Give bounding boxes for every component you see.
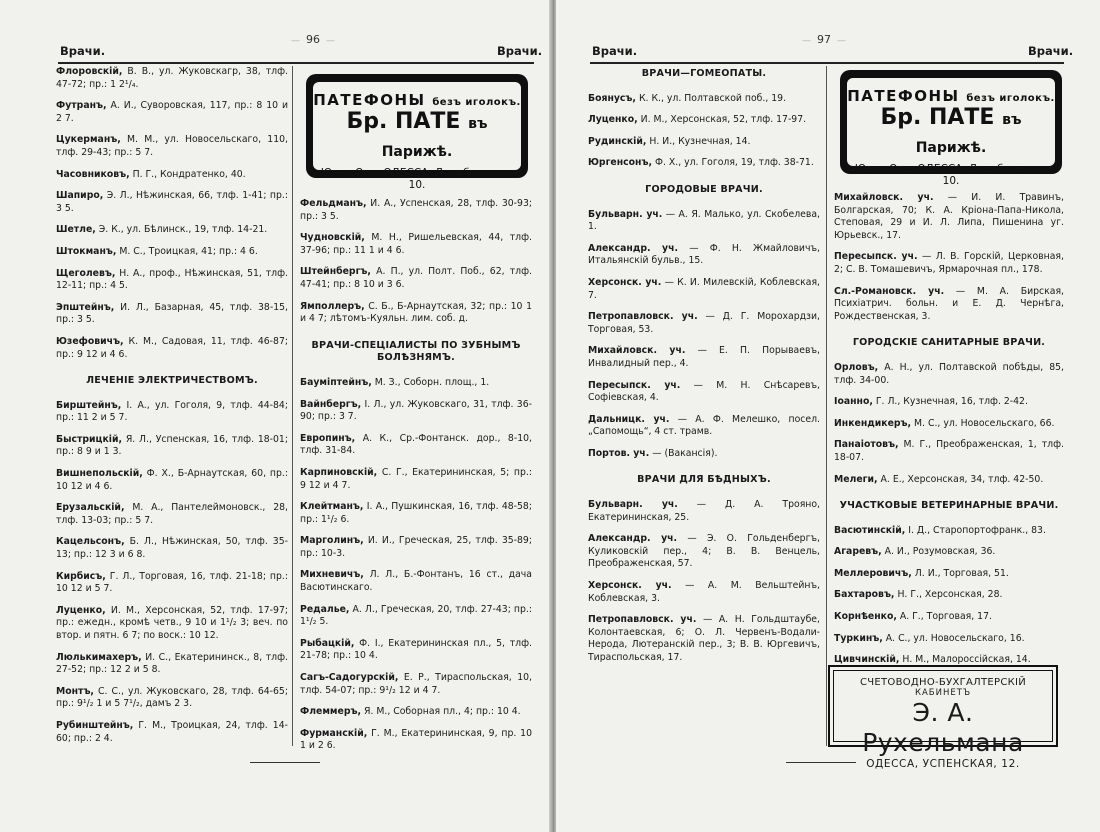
- entry-name: Юзефовичъ,: [56, 335, 124, 347]
- entry-details: Э. Л., Нѣжинская, 66, тлф. 1-41; пр.: 3 5.: [56, 190, 288, 214]
- entry-details: Н. А., проф., Нѣжинская, 51, тлф. 12-11; пр.: 4 5.: [56, 267, 288, 292]
- entry-name: Орловъ,: [834, 361, 879, 373]
- ad-line2-small: въ Парижѣ.: [915, 112, 1022, 156]
- ad-line3: Южн. Отд. ОДЕССА, Дерибасовск., 10.: [320, 167, 514, 191]
- running-header-right: Врачи.: [1028, 44, 1074, 58]
- directory-entry: [834, 192, 1064, 242]
- page-number: — 96 —: [285, 33, 341, 46]
- entry-name: Іоанно,: [834, 396, 873, 408]
- entry-details: А. И., Суворовская, 117, пр.: 8 10 и 2 7.: [56, 100, 288, 124]
- directory-entry: [56, 336, 288, 361]
- entry-name: Марголинъ,: [300, 535, 364, 547]
- entry-name: Вайнбергъ,: [300, 398, 362, 410]
- entry-name: Часовниковъ,: [56, 168, 130, 180]
- entry-details: М. С., ул. Новосельскаго, 66.: [914, 417, 1055, 429]
- right-page: [556, 0, 1100, 832]
- directory-entry: [56, 686, 288, 711]
- directory-entry: [56, 246, 288, 259]
- entry-details: — А. Я. Малько, ул. Скобелева, 1.: [588, 208, 820, 233]
- entry-name: Эпштейнъ,: [56, 301, 115, 313]
- directory-entry: [834, 474, 1064, 487]
- pathe-advertisement: [306, 74, 528, 191]
- entry-details: Г. М., Троицкая, 24, тлф. 14-60; пр.: 2 4.: [56, 719, 288, 744]
- directory-entry: [56, 268, 288, 293]
- entry-details: Я. Л., Успенская, 16, тлф. 18-01; пр.: 8 9 и 1 3.: [56, 433, 288, 458]
- entry-name: Агаревъ,: [834, 546, 882, 558]
- entry-name: Бирштейнъ,: [56, 399, 122, 411]
- directory-entry: [56, 224, 288, 237]
- directory-entry: [56, 134, 288, 159]
- directory-entry: [56, 652, 288, 677]
- page-number: — 97 —: [796, 33, 852, 46]
- entry-details: М. Н., Ришельевская, 44, тлф. 37-96; пр.: 11 1 и 4 6.: [300, 232, 532, 256]
- entry-details: А. К., Ср.-Фонтанск. дор., 8-10, тлф. 31-84.: [300, 432, 532, 457]
- entry-details: И. С., Екатерининск., 8, тлф. 27-52; пр.: 12 2 и 5 8.: [56, 651, 288, 676]
- entry-name: Щеголевъ,: [56, 267, 116, 279]
- entry-details: Л. И., Торговая, 51.: [914, 567, 1009, 579]
- directory-entry: [588, 277, 820, 302]
- entry-details: Н. Г., Херсонская, 28.: [897, 589, 1003, 601]
- section-heading: ВРАЧИ-СПЕЦІАЛИСТЫ ПО ЗУБНЫМЪ БОЛѢЗНЯМЪ.: [311, 339, 521, 364]
- entry-name: Чудновскій,: [300, 232, 365, 244]
- entry-details: — Ф. Н. Жмайловичъ, Итальянскій бульв., 15.: [588, 242, 820, 267]
- entry-name: Васютинскій,: [834, 524, 906, 536]
- ad-line2-big: Бр. ПАТЕ: [880, 105, 995, 130]
- entry-details: І. А., ул. Гоголя, 9, тлф. 44-84; пр.: 11 2 и 5 7.: [56, 399, 288, 424]
- entry-name: Портов. уч.: [588, 447, 650, 459]
- entry-name: Ерузальскій,: [56, 502, 125, 514]
- section-heading: ВРАЧИ ДЛЯ БѢДНЫХЪ.: [637, 474, 771, 486]
- entry-name: Бульварн. уч.: [588, 208, 663, 220]
- entry-details: И. Л., Базарная, 45, тлф. 38-15, пр.: 3 5.: [56, 301, 288, 326]
- entry-details: Н. И., Кузнечная, 14.: [649, 135, 751, 147]
- directory-entry: [56, 66, 288, 91]
- entry-name: Александр. уч.: [588, 533, 678, 545]
- entry-name: Бахтаровъ,: [834, 589, 895, 601]
- section-heading: ГОРОДСКІЕ САНИТАРНЫЕ ВРАЧИ.: [852, 337, 1046, 349]
- directory-entry: [56, 605, 288, 643]
- entry-name: Луценко,: [56, 604, 106, 616]
- directory-entry: [300, 501, 532, 526]
- section-heading: ГОРОДОВЫЕ ВРАЧИ.: [645, 183, 763, 195]
- directory-entry: [834, 286, 1064, 324]
- entry-details: І. А., Пушкинская, 16, тлф. 48-58; пр.: 1¹/₂ 6.: [300, 501, 532, 525]
- entry-name: Флоровскій,: [56, 66, 123, 77]
- entry-name: Быстрицкій,: [56, 433, 122, 445]
- entry-details: — (Вакансія).: [652, 447, 718, 459]
- header-rule: [590, 62, 1064, 64]
- directory-entry: [834, 525, 1064, 538]
- ad-line1-big: ПАТЕФОНЫ: [847, 87, 960, 105]
- entry-details: — Д. А. Трояно, Екатерининская, 25.: [588, 499, 821, 523]
- entry-name: Михайловск. уч.: [588, 345, 686, 357]
- entry-details: — Э. О. Гольденбергъ, Куликовскій пер., 4; В. В. Венцель, Преображенская, 57.: [588, 533, 820, 570]
- entry-name: Панаіотовъ,: [834, 439, 899, 451]
- left-column-2: [300, 198, 532, 762]
- ad-line1-small: безъ иголокъ.: [966, 93, 1055, 104]
- entry-details: Н. М., Малороссійская, 14.: [902, 654, 1031, 666]
- directory-entry: [300, 377, 532, 390]
- directory-entry: [834, 362, 1064, 387]
- entry-details: Г. Л., Кузнечная, 16, тлф. 2-42.: [875, 396, 1028, 408]
- entry-details: И. И., Греческая, 25, тлф. 35-89; пр.: 10-3.: [300, 535, 532, 559]
- entry-name: Карпиновскій,: [300, 466, 378, 478]
- entry-name: Корнѣенко,: [834, 611, 897, 623]
- entry-name: Штокманъ,: [56, 245, 117, 257]
- entry-name: Луценко,: [588, 114, 638, 126]
- directory-entry: [834, 611, 1064, 624]
- entry-name: Херсонск. уч.: [588, 580, 672, 592]
- entry-name: Сл.-Романовск. уч.: [834, 285, 945, 297]
- ad-line1-big: ПАТЕФОНЫ: [313, 91, 426, 109]
- directory-entry: [56, 571, 288, 596]
- section-heading: УЧАСТКОВЫЕ ВЕТЕРИНАРНЫЕ ВРАЧИ.: [839, 500, 1059, 512]
- entry-name: Монтъ,: [56, 685, 94, 697]
- directory-entry: [56, 400, 288, 425]
- directory-entry: [300, 672, 532, 697]
- entry-details: — А. Н. Гольдштаубе, Колонтаевская, 6; О. Л. Червенъ-Водали-Нерода, Лютеранскій пер., 3; В. В. Юргевичъ, Тираспольская, 17.: [588, 614, 820, 663]
- section-heading: ВРАЧИ—ГОМЕОПАТЫ.: [641, 68, 767, 79]
- entry-name: Кацельсонъ,: [56, 536, 125, 548]
- entry-name: Вишнепольскій,: [56, 468, 143, 480]
- entry-name: Редалье,: [300, 603, 350, 615]
- ad-line2-small: въ Парижѣ.: [381, 116, 488, 160]
- directory-entry: [834, 589, 1064, 602]
- entry-details: А. Н., ул. Полтавской побѣды, 85, тлф. 34-00.: [834, 361, 1064, 386]
- entry-name: Бульварн. уч.: [588, 499, 678, 511]
- entry-name: Михневичъ,: [300, 569, 364, 581]
- directory-entry: [588, 311, 820, 336]
- entry-details: С. Г., Екатерининская, 5; пр.: 9 12 и 4 7.: [300, 466, 532, 491]
- directory-entry: [56, 468, 288, 493]
- directory-entry: [834, 418, 1064, 431]
- entry-details: В. В., ул. Жуковскагр, 38, тлф. 47-72; пр.: 1 2¹/₄.: [56, 66, 288, 90]
- entry-name: Рудинскій,: [588, 135, 647, 147]
- ad-line1-small: безъ иголокъ.: [432, 97, 521, 108]
- entry-name: Футранъ,: [56, 100, 107, 112]
- directory-entry: [300, 467, 532, 492]
- directory-entry: [300, 399, 532, 424]
- entry-details: П. Г., Кондратенко, 40.: [132, 168, 246, 180]
- entry-details: М. А., Пантелеймоновск., 28, тлф. 13-03; пр.: 5 7.: [56, 502, 288, 526]
- ad2-line1: СЧЕТОВОДНО-БУХГАЛТЕРСКІЙ: [859, 677, 1027, 688]
- entry-details: И. М., Херсонская, 52, тлф. 17-97; пр.: ежедн., кромѣ четв., 9 10 и 1¹/₂ 3; веч. по втор. и пятн. 6 7; по воск.: 10 12.: [56, 604, 288, 641]
- entry-details: — М. Н. Снѣсаревъ, Софіевская, 4.: [588, 379, 820, 404]
- header-rule: [58, 62, 534, 64]
- column-divider: [826, 66, 827, 746]
- right-column-2: [834, 192, 1064, 676]
- entry-details: Г. М., Екатерининская, 9, пр. 10 1 и 2 6.: [300, 727, 532, 752]
- entry-name: Клейтманъ,: [300, 501, 364, 513]
- entry-details: Л. Л., Б.-Фонтанъ, 16 ст., дача Васютинскаго.: [300, 569, 532, 594]
- entry-details: Ф. Х., Б-Арнаутская, 60, пр.: 10 12 и 4 6.: [56, 468, 288, 492]
- entry-name: Шетле,: [56, 224, 96, 236]
- directory-entry: [588, 448, 820, 461]
- entry-details: І. Л., ул. Жуковскаго, 31, тлф. 36-90; пр.: 3 7.: [300, 398, 532, 423]
- entry-name: Рубинштейнъ,: [56, 719, 134, 731]
- entry-name: Инкендикеръ,: [834, 417, 912, 429]
- entry-details: — К. И. Милевскій, Коблевская, 7.: [588, 276, 820, 301]
- right-column-1: [588, 66, 820, 674]
- rukhelman-advertisement: [828, 665, 1058, 770]
- ad2-line3: Э. А. Рухельмана: [862, 698, 1024, 757]
- left-column-1: [56, 66, 288, 754]
- directory-entry: [588, 414, 820, 439]
- entry-name: Штейнбергъ,: [300, 266, 371, 278]
- directory-entry: [588, 93, 820, 106]
- running-header-left: Врачи.: [60, 44, 106, 58]
- directory-entry: [588, 114, 820, 127]
- entry-name: Боянусъ,: [588, 92, 636, 104]
- entry-name: Херсонск. уч.: [588, 276, 662, 288]
- directory-entry: [588, 345, 820, 370]
- entry-details: Е. Р., Тираспольская, 10, тлф. 54-07; пр.: 9¹/₂ 12 и 4 7.: [300, 672, 532, 696]
- entry-name: Пересыпск. уч.: [834, 251, 918, 263]
- directory-entry: [588, 580, 820, 605]
- directory-entry: [300, 232, 532, 257]
- pathe-advertisement: [840, 70, 1062, 187]
- directory-entry: [834, 546, 1064, 559]
- directory-entry: [300, 198, 532, 223]
- ad-line2-big: Бр. ПАТЕ: [346, 109, 461, 134]
- directory-entry: [300, 569, 532, 594]
- directory-entry: [588, 380, 820, 405]
- entry-details: А. Л., Греческая, 20, тлф. 27-43; пр.: 1¹/₂ 5.: [300, 603, 532, 628]
- entry-details: — М. А. Бирская, Психіатрич. больн. и Е. Д. Чернѣга, Рождественская, 3.: [834, 285, 1064, 322]
- entry-name: Дальницк. уч.: [588, 413, 670, 425]
- bottom-rule: [786, 762, 856, 763]
- entry-name: Цивчинскій,: [834, 654, 900, 666]
- entry-details: А. С., ул. Новосельскаго, 16.: [885, 632, 1025, 644]
- entry-name: Фельдманъ,: [300, 198, 367, 209]
- entry-details: Ф. Х., ул. Гоголя, 19, тлф. 38-71.: [654, 157, 814, 169]
- entry-name: Петропавловск. уч.: [588, 311, 698, 323]
- entry-details: І. Д., Старопортофранк., 83.: [908, 524, 1046, 536]
- entry-name: Кирбисъ,: [56, 570, 106, 582]
- directory-entry: [56, 302, 288, 327]
- directory-entry: [56, 169, 288, 182]
- entry-name: Туркинъ,: [834, 632, 883, 644]
- directory-entry: [56, 190, 288, 215]
- entry-details: Ф. І., Екатерининская пл., 5, тлф. 21-78; пр.: 10 4.: [300, 637, 532, 662]
- entry-name: Пересыпск. уч.: [588, 379, 681, 391]
- directory-entry: [300, 638, 532, 663]
- entry-details: С. Б., Б-Арнаутская, 32; пр.: 10 1 и 4 7; лѣтомъ-Куяльн. лим. соб. д.: [300, 300, 532, 325]
- entry-name: Люлькимахеръ,: [56, 651, 142, 663]
- entry-details: М. М., ул. Новосельскаго, 110, тлф. 29-43; пр.: 5 7.: [56, 134, 288, 158]
- entry-details: Г. Л., Торговая, 16, тлф. 21-18; пр.: 10 12 и 5 7.: [56, 570, 288, 595]
- directory-entry: [834, 439, 1064, 464]
- entry-details: М. С., Троицкая, 41; пр.: 4 6.: [119, 245, 258, 257]
- directory-entry: [300, 604, 532, 629]
- entry-name: Сагъ-Садогурскій,: [300, 672, 399, 684]
- directory-entry: [588, 614, 820, 664]
- entry-name: Европинъ,: [300, 432, 356, 444]
- entry-name: Александр. уч.: [588, 242, 678, 254]
- directory-entry: [56, 536, 288, 561]
- running-header-left: Врачи.: [592, 44, 638, 58]
- column-divider: [292, 66, 293, 746]
- entry-details: А. И., Розумовская, 36.: [884, 546, 996, 558]
- entry-name: Ямполлеръ,: [300, 300, 365, 312]
- ad-line3: Южн. Отд. ОДЕССА, Дерибасовск., 10.: [854, 163, 1048, 187]
- directory-entry: [300, 433, 532, 458]
- entry-name: Юргенсонъ,: [588, 157, 652, 169]
- directory-entry: [56, 434, 288, 459]
- entry-details: — Д. Г. Морохардзи, Торговая, 53.: [588, 311, 820, 335]
- entry-details: Я. М., Соборная пл., 4; пр.: 10 4.: [363, 706, 521, 718]
- entry-details: — Е. П. Порываевъ, Инвалидный пер., 4.: [588, 345, 820, 369]
- entry-name: Шапиро,: [56, 190, 104, 202]
- directory-entry: [588, 209, 820, 234]
- directory-entry: [300, 706, 532, 719]
- entry-details: — А. Ф. Мелешко, посел. „Сапомощь“, 4 ст. трамв.: [588, 413, 820, 438]
- directory-entry: [834, 633, 1064, 646]
- directory-entry: [56, 502, 288, 527]
- entry-name: Цукерманъ,: [56, 134, 121, 146]
- entry-name: Флеммеръ,: [300, 706, 362, 718]
- directory-entry: [588, 157, 820, 170]
- bottom-rule: [250, 762, 320, 763]
- directory-entry: [56, 100, 288, 125]
- directory-entry: [834, 396, 1064, 409]
- entry-details: К. М., Садовая, 11, тлф. 46-87; пр.: 9 12 и 4 6.: [56, 335, 288, 360]
- entry-details: Э. К., ул. Бѣлинск., 19, тлф. 14-21.: [98, 224, 268, 236]
- entry-name: Фурманскій,: [300, 727, 368, 739]
- ad2-line4: ОДЕССА, УСПЕНСКАЯ, 12.: [866, 758, 1020, 770]
- directory-entry: [588, 533, 820, 571]
- directory-entry: [300, 535, 532, 560]
- directory-entry: [300, 728, 532, 753]
- section-heading: ЛЕЧЕНІЕ ЭЛЕКТРИЧЕСТВОМЪ.: [86, 375, 258, 387]
- directory-entry: [300, 301, 532, 326]
- entry-details: С. С., ул. Жуковскаго, 28, тлф. 64-65; пр.: 9¹/₂ 1 и 5 7¹/₂, дамъ 2 3.: [56, 685, 288, 710]
- entry-details: М. Г., Преображенская, 1, тлф. 18-07.: [834, 439, 1064, 463]
- directory-entry: [588, 499, 820, 524]
- entry-details: А. Е., Херсонская, 34, тлф. 42-50.: [880, 473, 1044, 485]
- entry-details: А. Г., Торговая, 17.: [899, 611, 992, 623]
- directory-entry: [834, 568, 1064, 581]
- entry-details: М. З., Соборн. площ., 1.: [374, 376, 490, 388]
- entry-name: Бауміптейнъ,: [300, 376, 372, 388]
- entry-details: И. А., Успенская, 28, тлф. 30-93; пр.: 3 5.: [300, 198, 532, 222]
- directory-entry: [588, 243, 820, 268]
- entry-details: — И. И. Травинъ, Болгарская, 70; К. А. Кріона-Папа-Никола, Степовая, 29 и И. Л. Липа, Пишенина уг. Юрьевск., 17.: [834, 192, 1064, 241]
- ad2-line2: КАБИНЕТЪ: [914, 688, 972, 698]
- entry-details: — А. М. Вельштейнъ, Коблевская, 3.: [588, 580, 821, 604]
- entry-name: Меллеровичъ,: [834, 567, 912, 579]
- entry-details: — Л. В. Горскій, Церковная, 2; С. В. Томашевичъ, Ярмарочная пл., 178.: [834, 251, 1064, 275]
- entry-details: И. М., Херсонская, 52, тлф. 17-97.: [640, 114, 807, 126]
- entry-name: Петропавловск. уч.: [588, 614, 697, 626]
- entry-details: А. П., ул. Полт. Поб., 62, тлф. 47-41; пр.: 8 10 и 3 6.: [300, 266, 532, 290]
- directory-entry: [588, 136, 820, 149]
- entry-details: Б. Л., Нѣжинская, 50, тлф. 35-13; пр.: 12 3 и 6 8.: [56, 536, 288, 561]
- directory-entry: [834, 251, 1064, 276]
- entry-name: Мелеги,: [834, 473, 878, 485]
- entry-details: К. К., ул. Полтавской поб., 19.: [638, 92, 787, 104]
- entry-name: Михайловск. уч.: [834, 192, 934, 203]
- running-header-right: Врачи.: [497, 44, 543, 58]
- entry-name: Рыбацкій,: [300, 637, 355, 649]
- directory-entry: [300, 266, 532, 291]
- directory-entry: [56, 720, 288, 745]
